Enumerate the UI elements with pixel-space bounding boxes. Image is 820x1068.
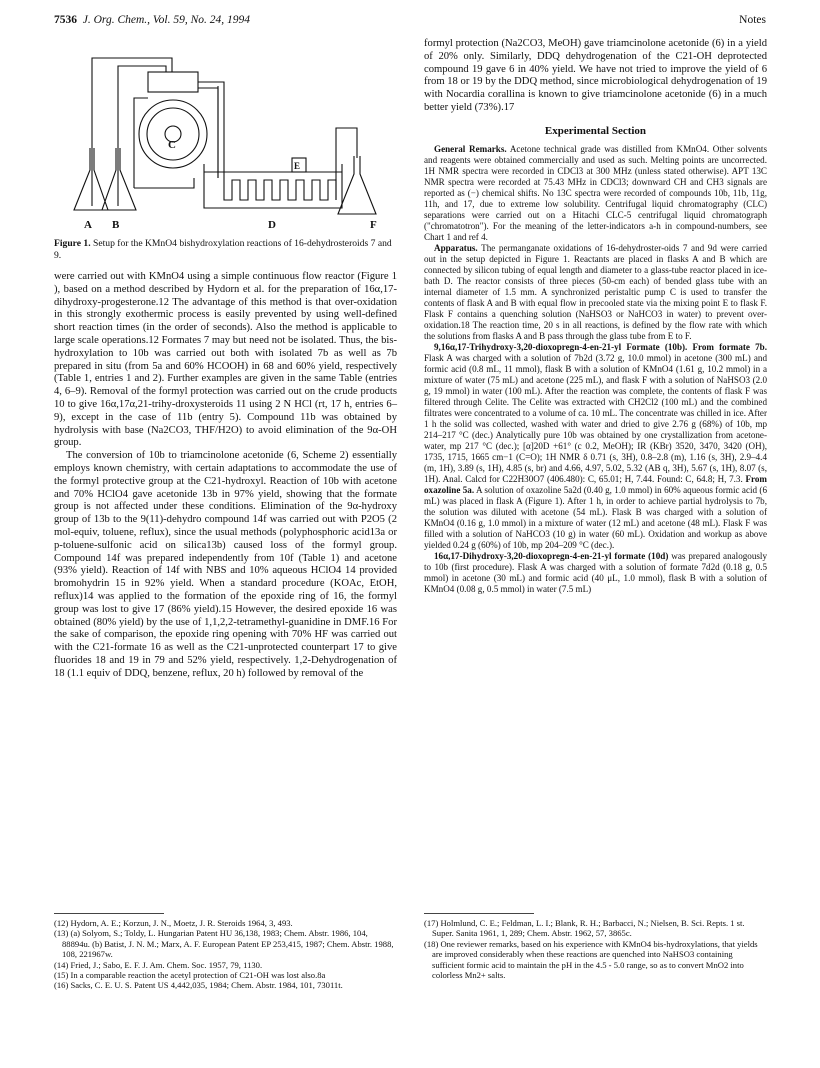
running-header (54, 14, 766, 30)
footnote-12: (12) Hydorn, A. E.; Korzun, J. N., Moetz, J. R. Steroids 1964, 3, 493. (54, 918, 293, 928)
right-column (424, 38, 767, 595)
ice-bath-d (204, 164, 342, 208)
header-citation (54, 14, 250, 26)
footnote-17: (17) Holmlund, C. E.; Feldman, L. I.; Blank, R. H.; Barbacci, N.; Nielsen, B. Sci. Repts. 1 st. Super. Sanita 1961, 1, 289; Chem. Abstr. 1962, 57, 3865c. (424, 918, 745, 939)
journal-name: J. Org. Chem., Vol. 59, No. 24, 1994 (82, 14, 251, 26)
procedure-10d (424, 551, 767, 595)
label-b: B (112, 219, 120, 231)
procedure-oxazoline-title: From oxazoline 5a. (424, 474, 767, 496)
apparatus-title: Apparatus. (434, 243, 478, 254)
footnotes-right (424, 918, 767, 980)
footnote-15: (15) In a comparable reaction the acetyl protection of C21-OH was lost also.8a (54, 970, 326, 981)
figure-1 (54, 38, 397, 234)
pump-c-rotor (139, 100, 207, 168)
experimental-heading: Experimental Section (544, 124, 647, 137)
right-intro-paragraph: formyl protection (Na2CO3, MeOH) gave triamcinolone acetonide (6) in a yield of 20% only. Similarly, DDQ dehydrogenation of the C21-OH deprotected compound 19 gave 6 in 40% yield. We have not tried to improve the yield of 6 from 18 or 19 by the DDQ method, since microbiological dehydrogenation of 19 with Nocardia corallina is known to give triamcinolone acetonide (6) in a much better yield (73%).17 (424, 38, 767, 113)
footnote-14: (14) Fried, J.; Sabo, E. F. J. Am. Chem. Soc. 1957, 79, 1130. (54, 959, 263, 970)
procedure-10d-text: was prepared analogously to 10b (first procedure). Flask A was charged with a solution of formate 7d2d (0.18 g, 0.5 mmol) in acetone (30 mL) and formic acid (40 μL, 1.0 mmol), flask B with a solution of KMnO4 (0.08 g, 0.5 mmol) in water (7.5 mL) (424, 551, 767, 595)
label-c: C (168, 139, 176, 151)
apparatus-text: The permanganate oxidations of 16-dehydroster-oids 7 and 9d were carried out in the setup depicted in Figure 1. Reactants are placed in flasks A and B which are connected by silicon tubing of equal length and diameter to a glass-tube reactor placed in ice-bath D. The reactor consists of three pieces (50-cm each) of bended glass tube with an internal diameter of 1.5 mm. A synchronized peristaltic pump C is used to transfer the contents of flask A and B with equal flow in precooled state via the mixing point E to flask F. Flask F contains a quenching solution (NaHSO3 or NaHCO3 in water) to prevent over-oxidation.18 The reaction time, 20 s in all reactions, is defined by the flow rate with which the solutions from flasks A and B pass through the glass tube from E to F. (424, 243, 768, 342)
general-remarks-title: General Remarks. (434, 144, 507, 155)
procedure-10b-text: Flask A was charged with a solution of 7b2d (3.72 g, 10.0 mmol) in acetone (300 mL) and formic acid (0.8 mL, 11 mmol), flask B with a solution of KMnO4 (1.61 g, 10.2 mmol) in a mixture of water (75 mL) and acetone (225 mL), and flask F with a solution of NaHSO3 (2.0 g, 19 mmol) in water (100 mL). After the reaction was complete, the contents of flask F was filtered through Celite. The Celite was extracted with CH2Cl2 (100 mL) and the combined filtrates were concentrated to a volume of ca. 10 mL. The concentrate was chilled in ice. After 1 h the solid was collected, washed with water and dried to give 2.76 g (68%) of 10b, mp 214–217 °C (dec.) Analytically pure 10b was obtained by one crystallization from acetone-water, mp 217 °C (dec.); [α]20D +61° (c 0.2, MeOH); IR (KBr) 3520, 3470, 3420 (OH), 1735, 1715, 1665 cm−1 (C=O); 1H NMR δ 0.71 (s, 3H), 0.8–2.8 (m), 1.16 (s, 3H), 2.9–4.4 (m, 1H), 3.89 (s, 1H), 4.85 (s, br) and 4.66, 4.97, 5.02, 5.32 (AB q, 3H), 5.67 (s, 1H), 8.07 (s, 1H). Anal. Calcd for C22H30O7 (406.480): C, 65.01; H, 7.44. Found: C, 64.8; H, 7.3. (424, 353, 767, 485)
label-e: E (294, 161, 301, 171)
page-number: 7536 (54, 14, 77, 26)
footnote-rule-right (424, 913, 534, 914)
flask-a (74, 148, 108, 210)
caption-text: Setup for the KMnO4 bishydroxylation reactions of 16-dehydrosteroids 7 and 9. (54, 238, 392, 261)
label-f: F (370, 219, 377, 231)
flask-f (338, 156, 376, 214)
footnote-16: (16) Sacks, C. E. U. S. Patent US 4,442,035, 1984; Chem. Abstr. 1984, 101, 73011t. (54, 980, 343, 991)
label-d: D (268, 219, 276, 231)
footnote-rule-left (54, 913, 164, 914)
footnote-18: (18) One reviewer remarks, based on his experience with KMnO4 bis-hydroxylations, that yields are improved considerably when these reactions are quenched into NaHSO3 containing sufficient formic acid to maintain the pH in the 4.5 - 5.0 range, so as to convert MnO2 into colorless Mn2+ salts. (424, 938, 758, 981)
procedure-10b-title: 9,16α,17-Trihydroxy-3,20-dioxopregn-4-en-21-yl Formate (10b). From formate 7b. (434, 342, 767, 353)
footnotes-left (54, 918, 397, 991)
general-remarks-text: Acetone technical grade was distilled from KMnO4. Other solvents and reagents were obtained commercially and used as such. Melting points are uncorrected. 1H NMR spectra were recorded in CDCl3 at 300 MHz (unless stated otherwise). APT 13C NMR spectra were recorded at 75.43 MHz in CDCl3; downward CH and CH3 signals are reported as (−) chemical shifts. No 13C spectra were recorded of compounds 10b, 11b, 11g, 11h, and 17, due to extreme low solubility. Centrifugal liquid chromatography (CLC) separations were carried out on a Hitachi CLC-5 centrifugal liquid chromatograph ("chromatotron"). For the meaning of the letter-indicators a-h in compound-numbers, see Chart 1 and ref 4. (424, 144, 768, 243)
pump-c-body (148, 72, 198, 92)
section-label: Notes (739, 14, 766, 26)
tube-a (92, 58, 172, 206)
label-a: A (84, 219, 92, 231)
apparatus-paragraph (424, 243, 767, 342)
left-paragraph-1: were carried out with KMnO4 using a simple continuous flow reactor (Figure 1 ), based on a method described by Hydorn et al. for the preparation of 16α,17-dihydroxy-progesterone.12 The advantage of this method is that over-oxidation in this strongly exothermic process is easily prevented by using well-defined short reaction times (in the order of seconds). Also the method is applicable to large scale operations.12 Formates 7 may but need not be isolated. Thus, the bis-hydroxylation to 10b was carried out both with isolated 7b as well as 7b prepared in situ (from 5a and 60% HCOOH) in 68 and 60% yield, respectively (Table 1, entries 1 and 2). Further examples are given in the same Table (entries 4, 6–9). Removal of the formyl protection was carried out on the crude products 10 to give 16α,17α,21-trihy-droxysteroids 11 using 2 N HCl (rt, 17 h, entries 6–9), except in the case of 11b (entry 5). Compound 11b was obtained by hydrolysis with base (Na2CO3, THF/H2O) to avoid elimination of the 9α-OH group. (54, 271, 397, 449)
flask-b (102, 148, 136, 210)
procedure-10b (424, 342, 767, 551)
footnote-13: (13) (a) Solyom, S.; Toldy, L. Hungarian Patent HU 36,138, 1983; Chem. Abstr. 1986, 104, 88894u. (b) Batist, J. N. M.; Marx, A. F. European Patent EP 253,415, 1987; Chem. Abstr. 1988, 108, 221967w. (54, 928, 394, 960)
figure-caption (54, 238, 397, 261)
procedure-10d-title: 16α,17-Dihydroxy-3,20-dioxopregn-4-en-21-yl formate (10d) (434, 551, 669, 562)
procedure-oxazoline-text: A solution of oxazoline 5a2d (0.40 g, 1.0 mmol) in 60% aqueous formic acid (6 mL) was placed in flask A (Figure 1). After 1 h, in order to achieve partial hydrolysis to 7b, the solution was diluted with acetone (54 mL). Flask B was charged with a solution of KMnO4 (0.16 g, 1.0 mmol) in a mixture of water (12 mL) and acetone (48 mL). Flask F was filled with a solution of NaHCO3 (10 g) in water (60 mL). Oxidation and workup as above yielded 0.24 g (60%) of 10b, mp 204–209 °C (dec.). (424, 485, 767, 551)
tube-b (118, 66, 166, 206)
left-column (54, 38, 397, 681)
caption-lead: Figure 1. (54, 238, 91, 249)
left-paragraph-2: The conversion of 10b to triamcinolone acetonide (6, Scheme 2) essentially employs known chemistry, with certain adaptations to accommodate the use of the formyl protective group at the C21-hydroxyl. Reaction of 10b with acetone and 70% HClO4 gave acetonide 13b in 97% yield, showing that the formate group is not affected under these conditions. Elimination of the 9α-hydroxy group of 13b to the 9(11)-dehydro compound 14f was carried out with P2O5 (2 mol-equiv, toluene, reflux), since the usual methods (polyphosphoric acid13a or p-toluene-sulfonic acid on silica13b) caused loss of the formyl group. Compound 14f was prepared independently from 10f (Table 1) and acetone (93% yield). Reaction of 14f with NBS and 10% aqueous HClO4 14 provided bromohydrin 15 in 92% yield. When a standard procedure (KOAc, EtOH, reflux)14 was applied to the formation of the epoxide ring of 16, the formyl group was lost to give 17 (86% yield).15 However, the desired epoxide 16 was obtained (80% yield) by the use of 1,1,2,2-tetramethyl-guanidine in DMF.16 For the sake of comparison, the epoxide ring opening with 70% HF was carried out with the C21-formate 16 as well as the C21-unprotected counterpart 17 to give fluorides 18 and 19 in 79 and 52% yield, respectively. 1,2-Dehydrogenation of 18 (1.1 equiv of DDQ, benzene, reflux, 20 h) followed by removal of the (54, 450, 397, 679)
general-remarks (424, 144, 767, 243)
flow-reactor-diagram (54, 38, 397, 234)
reactor-coil (224, 178, 336, 200)
